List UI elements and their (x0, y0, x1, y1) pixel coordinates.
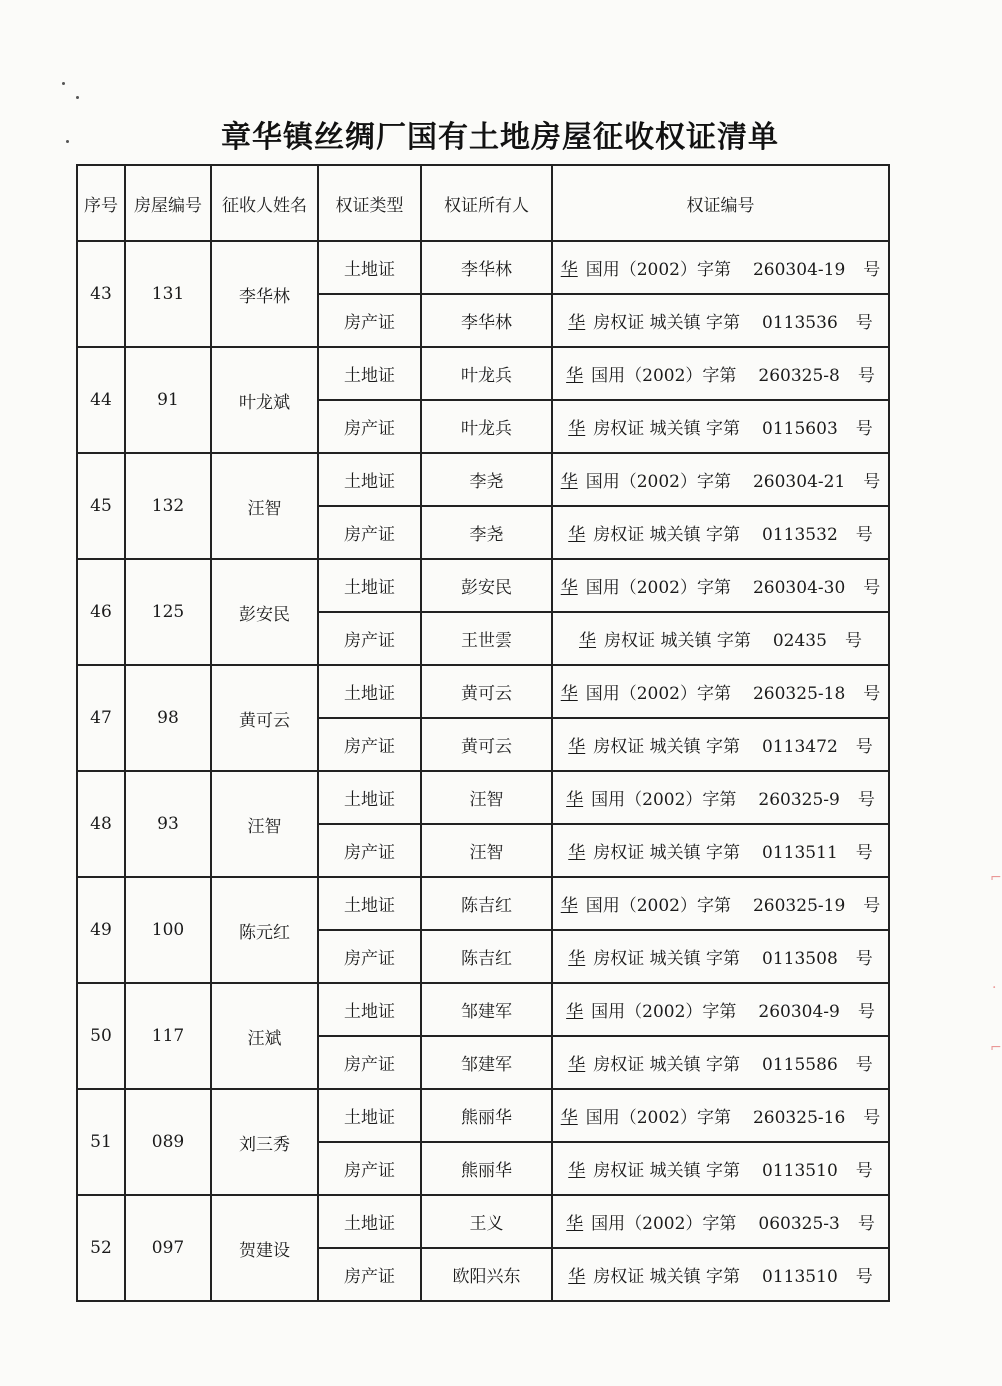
cert-type-cell: 土地证 (318, 347, 421, 400)
seq-cell: 43 (77, 241, 125, 347)
scan-speck (76, 96, 79, 99)
house-no-cell: 93 (125, 771, 211, 877)
cert-prefix: 华 (560, 684, 578, 704)
cert-number-cell (552, 1036, 889, 1089)
seq-cell: 50 (77, 983, 125, 1089)
cert-prefix: 华 (560, 896, 578, 916)
cert-suffix: 号 (857, 1002, 875, 1022)
cert-code: 0115603 (762, 419, 838, 439)
table-row (77, 771, 889, 824)
cert-body: 房权证 城关镇 字第 (593, 525, 741, 545)
document-title: 章华镇丝绸厂国有土地房屋征收权证清单 (221, 120, 779, 155)
cert-code: 260304-21 (752, 472, 846, 492)
cert-body: 房权证 城关镇 字第 (593, 843, 741, 863)
cert-code: 0113536 (762, 313, 838, 333)
scan-speck (66, 140, 69, 143)
cert-number-cell (552, 1195, 889, 1248)
cert-type-cell: 房产证 (318, 612, 421, 665)
cert-body: 国用（2002）字第 (585, 260, 731, 280)
cert-suffix: 号 (855, 419, 873, 439)
cert-code: 0113510 (762, 1267, 838, 1287)
cert-code: 0113472 (762, 737, 838, 757)
cert-owner-cell: 欧阳兴东 (421, 1248, 552, 1301)
header-cert-no: 权证编号 (552, 165, 889, 241)
cert-owner-cell: 王义 (421, 1195, 552, 1248)
cert-body: 房权证 城关镇 字第 (604, 631, 751, 651)
cert-type-cell: 房产证 (318, 294, 421, 347)
house-no-cell: 98 (125, 665, 211, 771)
table-row (77, 559, 889, 612)
cert-owner-cell: 王世雲 (421, 612, 552, 665)
cert-type-cell: 房产证 (318, 1036, 421, 1089)
house-no-cell: 097 (125, 1195, 211, 1301)
cert-prefix: 华 (579, 631, 597, 651)
cert-code: 0115586 (762, 1055, 838, 1075)
cert-code: 260325-9 (758, 790, 840, 810)
seq-cell: 52 (77, 1195, 125, 1301)
person-name-cell: 刘三秀 (211, 1089, 318, 1195)
cert-number-cell (552, 612, 889, 665)
cert-body: 国用（2002）字第 (585, 578, 731, 598)
seq-cell: 51 (77, 1089, 125, 1195)
cert-suffix: 号 (855, 313, 873, 333)
seq-cell: 48 (77, 771, 125, 877)
table-row (77, 347, 889, 400)
cert-type-cell: 土地证 (318, 771, 421, 824)
cert-number-cell (552, 241, 889, 294)
cert-body: 国用（2002）字第 (591, 790, 737, 810)
cert-owner-cell: 邹建军 (421, 983, 552, 1036)
cert-type-cell: 土地证 (318, 453, 421, 506)
person-name-cell: 叶龙斌 (211, 347, 318, 453)
cert-number-cell (552, 506, 889, 559)
cert-suffix: 号 (863, 260, 881, 280)
cert-prefix: 华 (568, 419, 586, 439)
cert-owner-cell: 彭安民 (421, 559, 552, 612)
cert-body: 国用（2002）字第 (591, 1214, 737, 1234)
cert-code: 02435 (772, 631, 827, 651)
cert-type-cell: 土地证 (318, 241, 421, 294)
cert-number-cell (552, 877, 889, 930)
cert-owner-cell: 黄可云 (421, 718, 552, 771)
red-stamp-edge: ⌐ (990, 870, 1002, 886)
house-no-cell: 117 (125, 983, 211, 1089)
cert-suffix: 号 (844, 631, 862, 651)
cert-suffix: 号 (855, 1055, 873, 1075)
header-owner: 权证所有人 (421, 165, 552, 241)
person-name-cell: 黄可云 (211, 665, 318, 771)
cert-body: 国用（2002）字第 (585, 472, 731, 492)
cert-suffix: 号 (855, 737, 873, 757)
cert-number-cell (552, 930, 889, 983)
house-no-cell: 131 (125, 241, 211, 347)
cert-body: 房权证 城关镇 字第 (593, 419, 741, 439)
cert-number-cell (552, 400, 889, 453)
cert-body: 房权证 城关镇 字第 (593, 1055, 741, 1075)
person-name-cell: 彭安民 (211, 559, 318, 665)
cert-type-cell: 土地证 (318, 665, 421, 718)
table-row (77, 665, 889, 718)
table-body (77, 241, 889, 1301)
cert-code: 260325-8 (758, 366, 840, 386)
cert-body: 房权证 城关镇 字第 (593, 949, 741, 969)
certificate-table (76, 164, 890, 1302)
cert-code: 060325-3 (758, 1214, 840, 1234)
cert-owner-cell: 李尧 (421, 453, 552, 506)
cert-type-cell: 房产证 (318, 824, 421, 877)
cert-number-cell (552, 718, 889, 771)
house-no-cell: 132 (125, 453, 211, 559)
cert-body: 房权证 城关镇 字第 (593, 737, 741, 757)
cert-type-cell: 土地证 (318, 1195, 421, 1248)
cert-prefix: 华 (568, 1055, 586, 1075)
person-name-cell: 李华林 (211, 241, 318, 347)
cert-prefix: 华 (560, 1108, 578, 1128)
cert-owner-cell: 熊丽华 (421, 1142, 552, 1195)
cert-owner-cell: 叶龙兵 (421, 400, 552, 453)
cert-number-cell (552, 665, 889, 718)
cert-prefix: 华 (566, 366, 584, 386)
cert-body: 国用（2002）字第 (585, 1108, 731, 1128)
cert-owner-cell: 汪智 (421, 771, 552, 824)
table-row (77, 983, 889, 1036)
cert-suffix: 号 (863, 578, 881, 598)
cert-suffix: 号 (857, 366, 875, 386)
cert-type-cell: 房产证 (318, 400, 421, 453)
table-row (77, 1089, 889, 1142)
cert-suffix: 号 (855, 1267, 873, 1287)
person-name-cell: 汪智 (211, 453, 318, 559)
house-no-cell: 91 (125, 347, 211, 453)
red-stamp-edge: ⌐ (990, 1040, 1002, 1056)
cert-prefix: 华 (568, 843, 586, 863)
cert-owner-cell: 熊丽华 (421, 1089, 552, 1142)
cert-type-cell: 土地证 (318, 877, 421, 930)
cert-owner-cell: 李华林 (421, 241, 552, 294)
person-name-cell: 汪斌 (211, 983, 318, 1089)
cert-code: 260325-19 (752, 896, 846, 916)
cert-number-cell (552, 1248, 889, 1301)
cert-suffix: 号 (863, 1108, 881, 1128)
cert-body: 国用（2002）字第 (585, 684, 731, 704)
cert-owner-cell: 邹建军 (421, 1036, 552, 1089)
cert-prefix: 华 (560, 260, 578, 280)
cert-prefix: 华 (566, 1214, 584, 1234)
cert-prefix: 华 (568, 949, 586, 969)
cert-prefix: 华 (568, 1161, 586, 1181)
cert-owner-cell: 叶龙兵 (421, 347, 552, 400)
table-row (77, 453, 889, 506)
cert-number-cell (552, 294, 889, 347)
cert-suffix: 号 (855, 525, 873, 545)
cert-body: 国用（2002）字第 (585, 896, 731, 916)
cert-number-cell (552, 1089, 889, 1142)
cert-owner-cell: 陈吉红 (421, 877, 552, 930)
red-stamp-edge: · (992, 980, 997, 996)
cert-code: 0113511 (762, 843, 838, 863)
header-person: 征收人姓名 (211, 165, 318, 241)
header-house-no: 房屋编号 (125, 165, 211, 241)
cert-prefix: 华 (568, 737, 586, 757)
cert-type-cell: 房产证 (318, 1142, 421, 1195)
house-no-cell: 125 (125, 559, 211, 665)
seq-cell: 47 (77, 665, 125, 771)
header-row (77, 165, 889, 241)
house-no-cell: 100 (125, 877, 211, 983)
seq-cell: 46 (77, 559, 125, 665)
person-name-cell: 汪智 (211, 771, 318, 877)
cert-code: 0113532 (762, 525, 838, 545)
cert-owner-cell: 李尧 (421, 506, 552, 559)
cert-code: 260304-19 (752, 260, 846, 280)
cert-number-cell (552, 559, 889, 612)
seq-cell: 44 (77, 347, 125, 453)
cert-type-cell: 土地证 (318, 983, 421, 1036)
cert-owner-cell: 汪智 (421, 824, 552, 877)
cert-type-cell: 房产证 (318, 1248, 421, 1301)
cert-code: 0113510 (762, 1161, 838, 1181)
cert-prefix: 华 (566, 1002, 584, 1022)
table-row (77, 241, 889, 294)
cert-body: 房权证 城关镇 字第 (593, 1267, 741, 1287)
cert-owner-cell: 李华林 (421, 294, 552, 347)
header-cert-type: 权证类型 (318, 165, 421, 241)
person-name-cell: 陈元红 (211, 877, 318, 983)
cert-type-cell: 房产证 (318, 930, 421, 983)
cert-number-cell (552, 983, 889, 1036)
cert-suffix: 号 (857, 790, 875, 810)
scan-speck (62, 82, 65, 85)
cert-suffix: 号 (855, 843, 873, 863)
cert-number-cell (552, 1142, 889, 1195)
cert-prefix: 华 (568, 1267, 586, 1287)
cert-prefix: 华 (568, 525, 586, 545)
cert-suffix: 号 (863, 684, 881, 704)
cert-type-cell: 土地证 (318, 559, 421, 612)
cert-type-cell: 土地证 (318, 1089, 421, 1142)
cert-number-cell (552, 824, 889, 877)
cert-owner-cell: 陈吉红 (421, 930, 552, 983)
cert-type-cell: 房产证 (318, 506, 421, 559)
cert-suffix: 号 (857, 1214, 875, 1234)
cert-type-cell: 房产证 (318, 718, 421, 771)
cert-body: 房权证 城关镇 字第 (593, 1161, 741, 1181)
cert-body: 国用（2002）字第 (591, 366, 737, 386)
cert-owner-cell: 黄可云 (421, 665, 552, 718)
table-row (77, 877, 889, 930)
person-name-cell: 贺建设 (211, 1195, 318, 1301)
house-no-cell: 089 (125, 1089, 211, 1195)
cert-prefix: 华 (566, 790, 584, 810)
cert-number-cell (552, 771, 889, 824)
table-row (77, 1195, 889, 1248)
cert-number-cell (552, 347, 889, 400)
cert-code: 260325-18 (752, 684, 846, 704)
cert-code: 0113508 (762, 949, 838, 969)
seq-cell: 45 (77, 453, 125, 559)
cert-prefix: 华 (568, 313, 586, 333)
cert-suffix: 号 (863, 896, 881, 916)
cert-number-cell (552, 453, 889, 506)
cert-code: 260304-30 (752, 578, 846, 598)
cert-code: 260325-16 (752, 1108, 846, 1128)
header-seq: 序号 (77, 165, 125, 241)
cert-suffix: 号 (855, 949, 873, 969)
cert-prefix: 华 (560, 472, 578, 492)
cert-suffix: 号 (855, 1161, 873, 1181)
seq-cell: 49 (77, 877, 125, 983)
cert-prefix: 华 (560, 578, 578, 598)
cert-body: 国用（2002）字第 (591, 1002, 737, 1022)
cert-code: 260304-9 (758, 1002, 840, 1022)
cert-suffix: 号 (863, 472, 881, 492)
cert-body: 房权证 城关镇 字第 (593, 313, 741, 333)
